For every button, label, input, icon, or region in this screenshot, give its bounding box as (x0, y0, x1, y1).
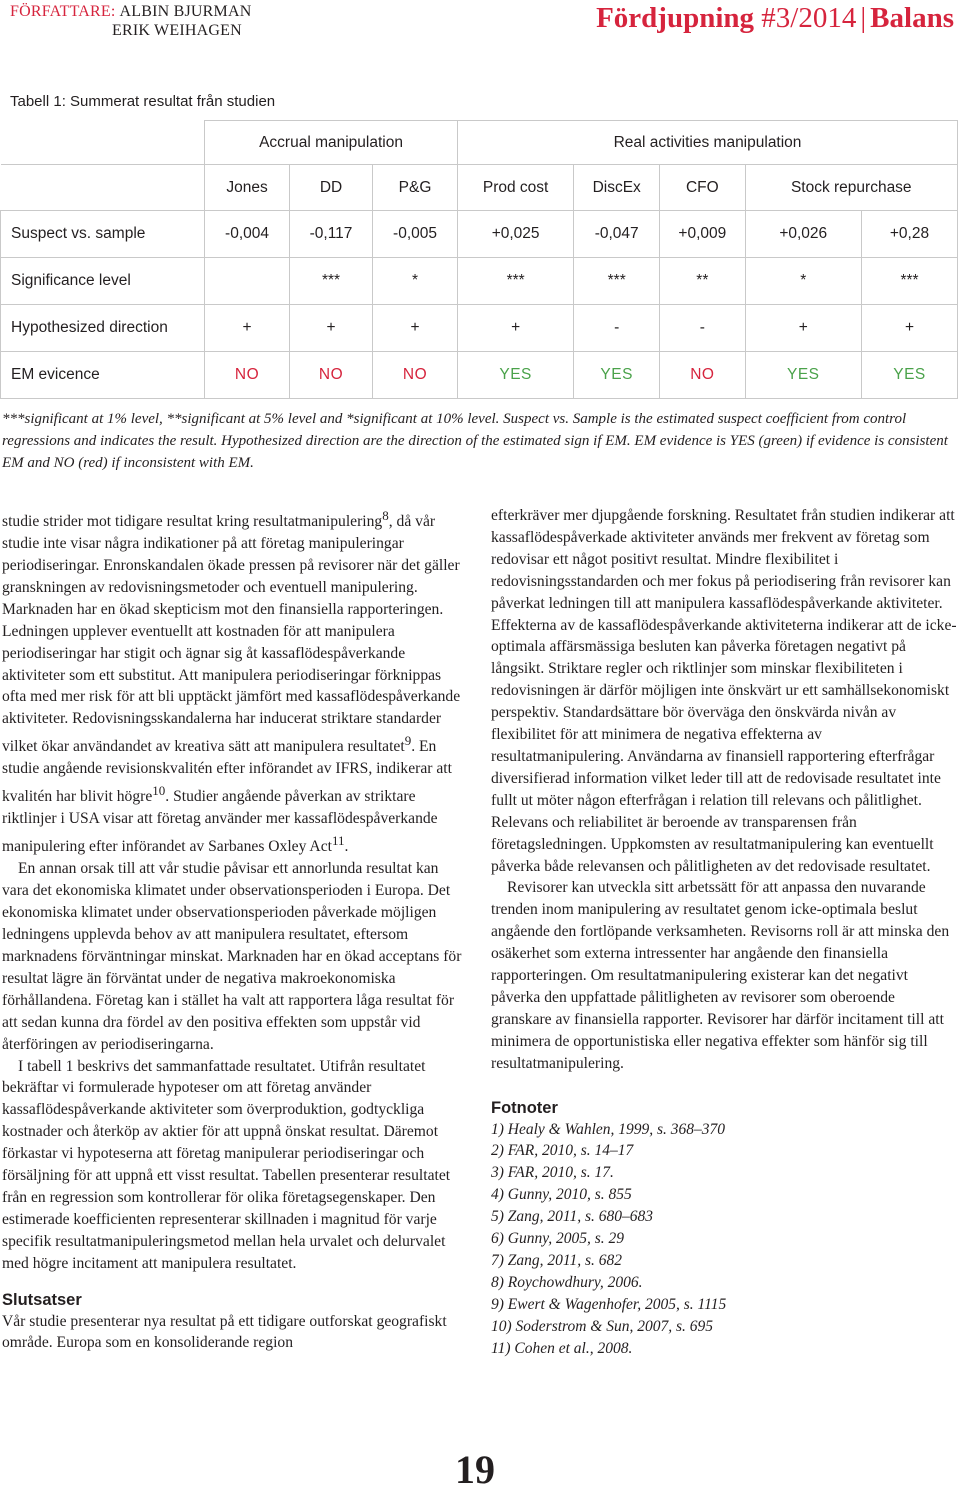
masthead-separator: | (860, 2, 867, 34)
body-column-left (2, 505, 467, 1354)
footnote-ref: 8 (382, 508, 389, 523)
table-cell: -0,005 (372, 211, 457, 258)
table-row-significance (1, 258, 958, 305)
evidence-cell: YES (574, 352, 660, 399)
footnotes-list (491, 1119, 957, 1360)
footnote-item: 1) Healy & Wahlen, 1999, s. 368–370 (491, 1120, 726, 1138)
table-notes: ***significant at 1% level, **significant at 5% level and *significant at 10% level. Suspect vs. Sample is the estimated suspect coefficient from control regressions and indicates the result. Hypothesized direction are the direction of the estimated sign if EM. EM evidence is YES (green) if evidence is consistent EM and NO (red) if inconsistent with EM. (2, 411, 948, 471)
table-cell: - (660, 305, 745, 352)
col-header-prod-cost: Prod cost (458, 165, 574, 211)
paragraph (2, 505, 467, 858)
table-column-header-row (1, 165, 958, 211)
section-title: Fördjupning (596, 2, 755, 34)
table-cell: + (861, 305, 957, 352)
table-row-direction (1, 305, 958, 352)
table-cell: +0,009 (660, 211, 745, 258)
table-cell: + (745, 305, 861, 352)
col-header-dd: DD (290, 165, 373, 211)
table-cell: -0,117 (290, 211, 373, 258)
table-caption: Tabell 1: Summerat resultat från studien (10, 93, 276, 110)
body-column-right (491, 505, 957, 1360)
author-name-2: ERIK WEIHAGEN (112, 22, 242, 39)
footnote-item: 3) FAR, 2010, s. 17. (491, 1164, 614, 1182)
text-run: studie strider mot tidigare resultat kring resultatmanipulering (2, 513, 383, 531)
text-run: . (344, 838, 349, 856)
table-corner-2 (1, 165, 205, 211)
evidence-cell: YES (861, 352, 957, 399)
evidence-cell: YES (458, 352, 574, 399)
table-cell: +0,28 (861, 211, 957, 258)
table-row-suspect (1, 211, 958, 258)
col-header-stock-repurchase: Stock repurchase (745, 165, 958, 211)
author-name-1: ALBIN BJURMAN (119, 3, 252, 20)
row-label: Suspect vs. sample (1, 211, 205, 258)
group-header-real: Real activities manipulation (458, 121, 958, 165)
footnote-ref: 11 (331, 833, 345, 849)
table-group-header-row (1, 121, 958, 165)
footnote-item: 7) Zang, 2011, s. 682 (491, 1252, 623, 1269)
evidence-cell: NO (290, 352, 373, 399)
footnote-item: 9) Ewert & Wagenhofer, 2005, s. 1115 (491, 1295, 727, 1313)
evidence-cell: YES (745, 352, 861, 399)
issue-number: #3/2014 (761, 2, 857, 34)
footnote-item: 2) FAR, 2010, s. 14–17 (491, 1142, 634, 1160)
col-header-discex: DiscEx (574, 165, 660, 211)
evidence-cell: NO (660, 352, 745, 399)
evidence-cell: NO (205, 352, 290, 399)
table-cell: +0,026 (745, 211, 861, 258)
group-header-accrual: Accrual manipulation (205, 121, 458, 165)
results-table (0, 120, 958, 399)
author-block (10, 2, 251, 40)
page-number: 19 (455, 1447, 495, 1491)
row-label: Hypothesized direction (1, 305, 205, 352)
table-cell: *** (861, 258, 957, 305)
table-cell: * (372, 258, 457, 305)
table-cell: -0,047 (574, 211, 660, 258)
table-cell: *** (290, 258, 373, 305)
paragraph: Vår studie presenterar nya resultat på ett tidigare outforskat geografiskt område. Europa som en konsoliderande region (2, 1312, 447, 1352)
table-cell: + (458, 305, 574, 352)
paragraph: Revisorer kan utveckla sitt arbetssätt för att anpassa den nuvarande trenden inom manipulering av resultatet genom icke-optimala beslut angående den fortlöpande verksamheten. Revisorns roll är att minska den osäkerhet som externa intressenter har angående den finansiella rapporteringen. Om resultatmanipulering existerar kan det negativt påverka den uppfattade pålitligheten av revisorer som oberoende granskare av finansiella rapporter. Revisorer har därför incitament till att minimera de opportunistiska eller negativa effekter som hänför sig till resultatmanipulering. (491, 879, 950, 1072)
paragraph: I tabell 1 beskrivs det sammanfattade resultatet. Utifrån resultatet bekräftar vi formulerade hypoteser om att företag använder kassaflödespåverkande aktiviteter som överproduktion, godtyckliga kostnader och återköp av aktier för att uppnå önskat resultat. Däremot förkastar vi hypoteserna att företag manipulerar periodiseringar och försäljning för att uppnå ett visst resultat. Tabellen presenterar resultatet från en regression som kontrollerar för olika företagsegenskaper. Den estimerade koefficienten representerar skillnaden i magnitud för varje specifik resultatmanipuleringsmetod mellan hela urvalet och delurvalet med högre incitament att manipulera resultatet. (2, 1057, 451, 1272)
table-cell: - (574, 305, 660, 352)
col-header-cfo: CFO (660, 165, 745, 211)
table-cell: ** (660, 258, 745, 305)
footnote-item: 6) Gunny, 2005, s. 29 (491, 1230, 625, 1248)
author-label: FÖRFATTARE: (10, 3, 116, 20)
publication-name: Balans (870, 2, 954, 34)
table-cell: *** (458, 258, 574, 305)
table-cell: +0,025 (458, 211, 574, 258)
footnote-ref: 9 (404, 733, 412, 749)
row-label: EM evicence (1, 352, 205, 399)
footnote-item: 5) Zang, 2011, s. 680–683 (491, 1208, 654, 1226)
table-cell: *** (574, 258, 660, 305)
footnote-ref: 10 (152, 783, 166, 799)
footnote-item: 10) Soderstrom & Sun, 2007, s. 695 (491, 1317, 714, 1335)
paragraph: efterkräver mer djupgående forskning. Resultatet från studien indikerar att kassaflödespåverkade aktiviteter används mer frekvent av företag som redovisar ett något positivt resultat. Mindre flexibilitet i redovisningsstandarden och mer fokus på periodisering från revisorer kan påverkat ledningen till att manipulera kassaflödespåverkande aktiviteter. Effekterna av de kassaflödespåverkande aktiviteterna indikerar att de icke-optimala affärsmässiga besluten kan påverka företagen negativt på långsikt. Striktare regler och riktlinjer som minskar flexibiliteten i redovisningen är därför möjligen inte önskvärt ur ett samhällsekonomiskt perspektiv. Standardsättare bör överväga den önskvärda nivån av flexibilitet för att minimera de negativa effekterna av resultatmanipulering. Användarna av finansiell rapportering efterfrågar diversifierad information vilket leder till att de redovisade resultatet inte fullt ut möter någon efterfrågan i relation till relevans och pålitlighet. Relevans och reliabilitet är beroende av transparensen från företagsledningen. Uppkomsten av resultatmanipulering kan eventuellt påverka både relevansen och pålitligheten av det redovisade resultatet. (491, 507, 957, 875)
masthead (596, 0, 954, 36)
paragraph: En annan orsak till att vår studie påvisar ett annorlunda resultat kan vara det ekonomiska klimatet under observationsperioden i Europa. Det ekonomiska klimatet under observationsperioden påverkade möjligen ledningens upplevda behov av att manipulera resultatet, eftersom marknadens förväntningar minskat. Marknaden har en ökad acceptans för resultat lägre än förväntat under de negativa makroekonomiska förhållandena. Företag kan i stället ha valt att rapportera låga resultat för att sedan kunna dra fördel av den positiva effekten som uppstår vid återföringen av periodiseringarna. (2, 860, 462, 1053)
table-cell: + (290, 305, 373, 352)
text-run: , då vår studie inte visar några indikationer på att företag manipuleringar periodiseringar. Enronskandalen ökade pressen på revisorer när det gäller granskningen av redovisningsmetoder och eventuell manipulering. Marknaden har en ökad skepticism mot den finansiella rapporteringen. Ledningen upplever eventuellt att kostnaden för att manipulera periodiseringar har stigit och ägnar sig åt kassaflödespåverkande aktiviteter som ett substitut. Att manipulera periodiseringar förknippas ofta med mer risk för att bli upptäckt jämfört med kassaflödespåverkande aktiviteter. Redovisningsskandalerna har inducerat striktare standarder vilket ökar användandet av kreativa sätt att manipulera resultatet (2, 513, 461, 756)
table-corner (1, 121, 205, 165)
table-cell (205, 258, 290, 305)
table-cell: + (372, 305, 457, 352)
table-cell: + (205, 305, 290, 352)
text-run: . Studier angående påverkan av striktare riktlinjer i USA visar att företag använder mer kassaflödespåverkande manipulering efter införandet av Sarbanes Oxley Act (2, 788, 438, 856)
col-header-jones: Jones (205, 165, 290, 211)
table-row-em-evidence (1, 352, 958, 399)
table-cell: -0,004 (205, 211, 290, 258)
row-label: Significance level (1, 258, 205, 305)
col-header-pg: P&G (372, 165, 457, 211)
section-heading-footnotes: Fotnoter (491, 1098, 558, 1117)
footnote-item: 11) Cohen et al., 2008. (491, 1339, 633, 1357)
table-cell: * (745, 258, 861, 305)
footnote-item: 4) Gunny, 2010, s. 855 (491, 1186, 632, 1204)
evidence-cell: NO (372, 352, 457, 399)
footnote-item: 8) Roychowdhury, 2006. (491, 1273, 643, 1291)
text-run: . En studie angående revisionskvalitén efter införandet av IFRS, indikerar att kvalitén har blivit högre (2, 738, 452, 806)
section-heading-conclusions: Slutsatser (2, 1290, 82, 1309)
